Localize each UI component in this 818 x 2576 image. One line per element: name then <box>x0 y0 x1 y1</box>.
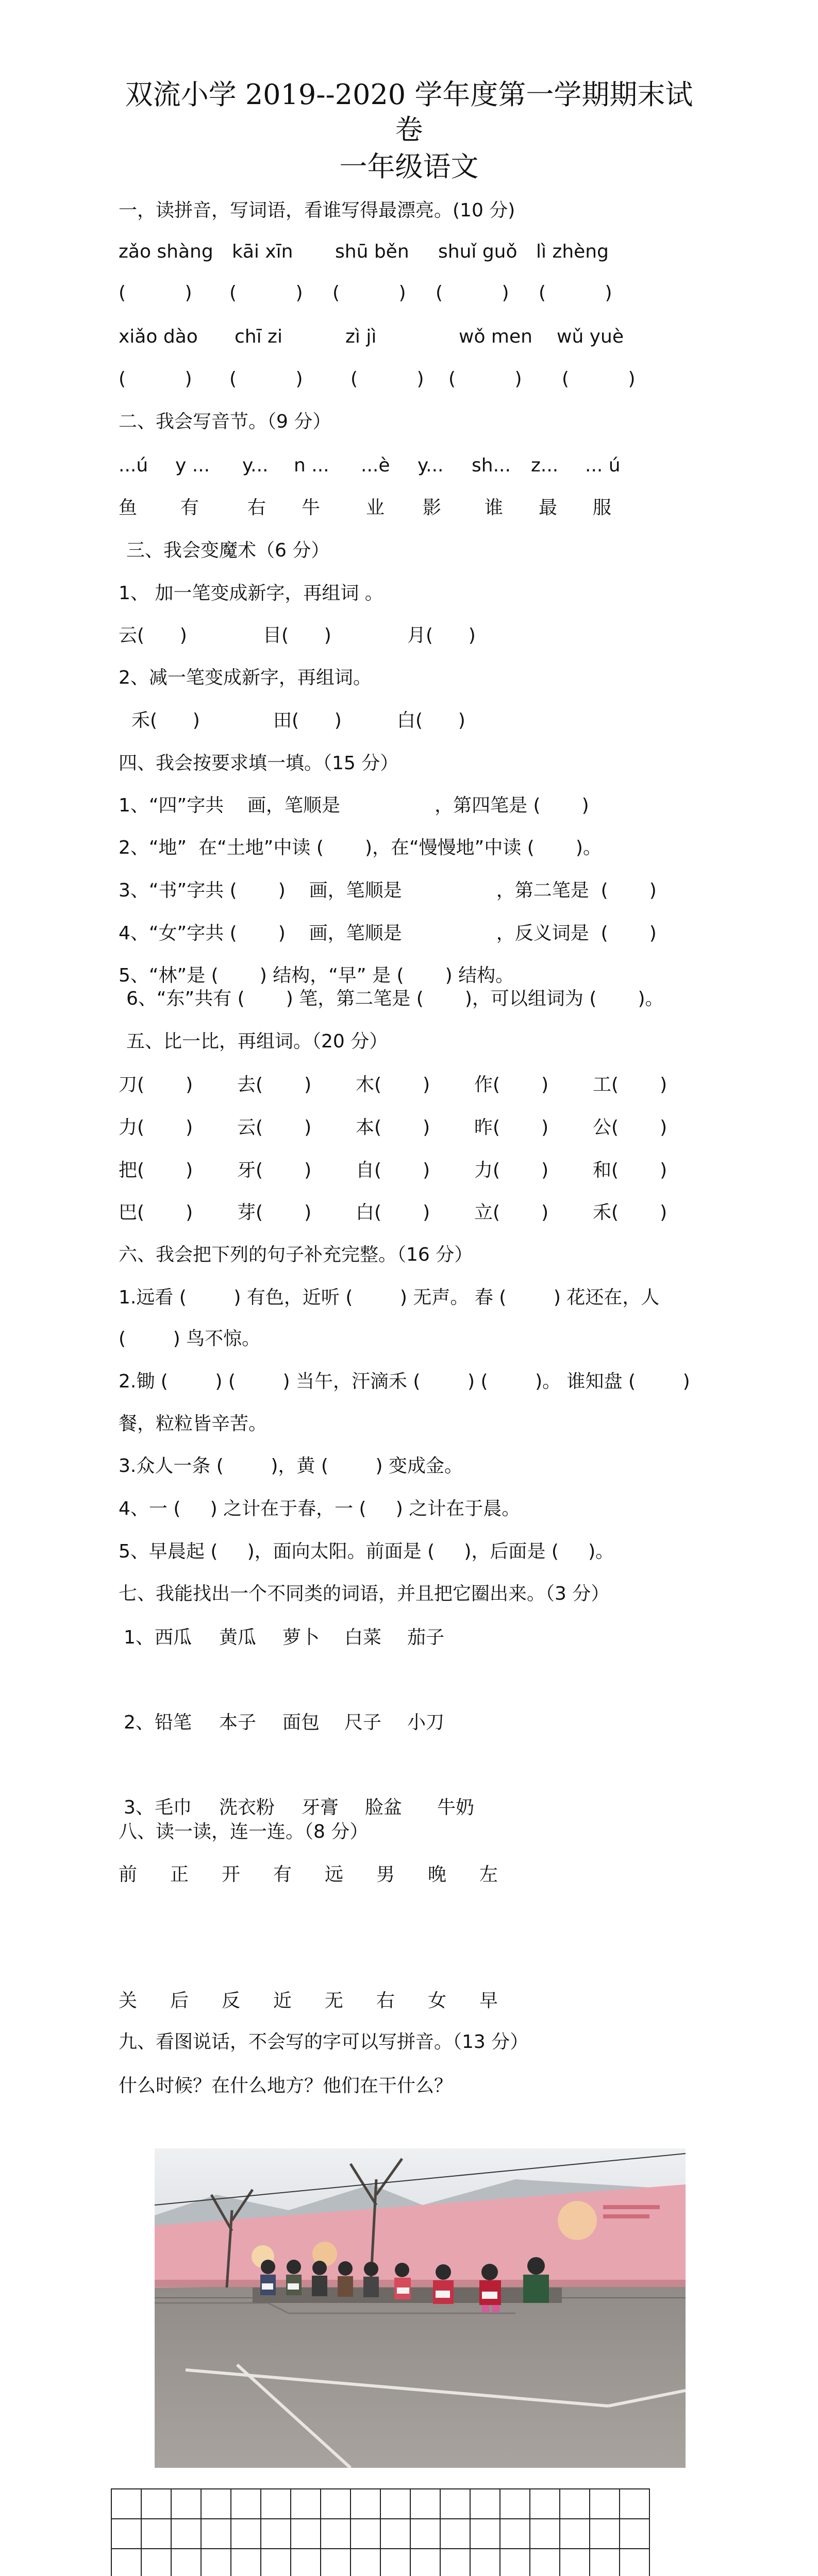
grid-cell[interactable] <box>231 2489 261 2519</box>
pinyin: wǔ yuè <box>557 326 624 347</box>
chinese-char: 业 <box>366 497 385 518</box>
grid-cell[interactable] <box>321 2519 351 2549</box>
compare-item: 自( ) <box>356 1160 430 1181</box>
grid-cell[interactable] <box>590 2489 620 2519</box>
compare-item: 作( ) <box>474 1074 549 1095</box>
grid-cell[interactable] <box>291 2549 321 2576</box>
grid-cell[interactable] <box>142 2519 172 2549</box>
pinyin: chī zi <box>235 326 282 347</box>
compare-item: 牙( ) <box>237 1160 312 1181</box>
word: 牙膏 <box>302 1797 339 1818</box>
word: 西瓜 <box>155 1627 192 1648</box>
grid-cell[interactable] <box>560 2549 590 2576</box>
group-number: 2、 <box>124 1712 154 1733</box>
magic-item: 目( ) <box>263 625 331 646</box>
odd-one-out-group-2 <box>119 1710 716 1735</box>
match-char: 近 <box>273 1990 292 2011</box>
odd-one-out-group-1 <box>119 1625 716 1650</box>
match-char: 后 <box>170 1990 189 2011</box>
match-bottom-row <box>119 1989 716 2013</box>
answer-blank: ( ) <box>332 282 406 303</box>
word: 牛奶 <box>437 1797 475 1818</box>
grid-cell[interactable] <box>172 2519 202 2549</box>
compare-item: 本( ) <box>356 1117 430 1138</box>
section5-heading: 五、比一比，再组词。（20 分） <box>126 1031 388 1052</box>
word: 面包 <box>282 1712 320 1733</box>
chinese-char: 服 <box>593 497 612 518</box>
match-char: 晚 <box>428 1864 447 1885</box>
match-char: 无 <box>325 1990 344 2011</box>
word: 铅笔 <box>155 1712 192 1733</box>
compare-item: 禾( ) <box>593 1202 667 1223</box>
section6-line: 4、一 ( ) 之计在于春，一 ( ) 之计在于晨。 <box>119 1498 521 1519</box>
compare-item: 云( ) <box>237 1117 312 1138</box>
grid-cell[interactable] <box>381 2489 411 2519</box>
grid-cell[interactable] <box>620 2489 650 2519</box>
grid-cell[interactable] <box>560 2489 590 2519</box>
section3-q2: 2、减一笔变成新字，再组词。 <box>119 667 372 688</box>
grid-row <box>112 2549 650 2576</box>
grid-cell[interactable] <box>590 2519 620 2549</box>
grid-cell[interactable] <box>471 2519 500 2549</box>
compare-item: 木( ) <box>356 1074 430 1095</box>
grid-cell[interactable] <box>441 2489 471 2519</box>
compare-item: 工( ) <box>593 1074 667 1095</box>
word: 本子 <box>219 1712 257 1733</box>
grid-cell[interactable] <box>471 2549 500 2576</box>
section6-heading: 六、我会把下列的句子补充完整。（16 分） <box>119 1244 473 1265</box>
grid-cell[interactable] <box>202 2519 231 2549</box>
compare-item: 公( ) <box>593 1117 667 1138</box>
compare-item: 巴( ) <box>119 1202 193 1223</box>
grid-cell[interactable] <box>500 2519 530 2549</box>
odd-one-out-group-3 <box>119 1795 716 1820</box>
chinese-char: 牛 <box>302 497 321 518</box>
match-char: 女 <box>428 1990 447 2011</box>
section6-line: 3.众人一条 ( )，黄 ( ) 变成金。 <box>119 1455 463 1477</box>
match-char: 开 <box>222 1864 241 1885</box>
grid-cell[interactable] <box>231 2519 261 2549</box>
compare-item: 去( ) <box>237 1074 312 1095</box>
chinese-char: 最 <box>539 497 558 518</box>
match-char: 前 <box>119 1864 138 1885</box>
syllable: ...è <box>361 455 390 476</box>
grid-cell[interactable] <box>411 2549 441 2576</box>
grid-cell[interactable] <box>291 2489 321 2519</box>
section6-line: 餐，粒粒皆辛苦。 <box>119 1413 268 1434</box>
children-reading-photo <box>155 2148 686 2468</box>
compare-item: 昨( ) <box>474 1117 549 1138</box>
compare-item: 立( ) <box>474 1202 549 1223</box>
grid-cell[interactable] <box>112 2489 142 2519</box>
grid-cell[interactable] <box>381 2519 411 2549</box>
syllable: ...ú <box>119 455 148 476</box>
compare-row <box>119 1200 716 1225</box>
syllable: sh... <box>472 455 511 476</box>
group-number: 1、 <box>124 1627 154 1648</box>
grid-cell[interactable] <box>202 2549 231 2576</box>
section7-heading: 七、我能找出一个不同类的词语，并且把它圈出来。（3 分） <box>119 1583 610 1604</box>
syllable: n ... <box>294 455 329 476</box>
word: 萝卜 <box>282 1627 320 1648</box>
section6-line: 1.远看 ( ) 有色，近听 ( ) 无声。 春 ( ) 花还在，人 <box>119 1287 660 1308</box>
section3-q1: 1、 加一笔变成新字，再组词 。 <box>119 583 383 604</box>
grid-cell[interactable] <box>590 2549 620 2576</box>
section6-line: 5、早晨起 ( )，面向太阳。前面是 ( )，后面是 ( )。 <box>119 1541 614 1562</box>
answer-blank: ( ) <box>229 282 303 303</box>
section6-line: 2.锄 ( ) ( ) 当午，汗滴禾 ( ) ( )。 谁知盘 ( ) <box>119 1371 690 1392</box>
grid-row <box>112 2519 650 2549</box>
word: 脸盆 <box>365 1797 403 1818</box>
pinyin-row-1 <box>119 240 716 264</box>
grid-cell[interactable] <box>530 2549 560 2576</box>
section1-heading: 一，读拼音，写词语，看谁写得最漂亮。(10 分) <box>119 200 515 221</box>
grid-cell[interactable] <box>500 2549 530 2576</box>
answer-blank: ( ) <box>436 282 509 303</box>
grid-cell[interactable] <box>500 2489 530 2519</box>
magic-item: 白( ) <box>397 710 465 731</box>
section4-heading: 四、我会按要求填一填。（15 分） <box>119 753 399 774</box>
grid-cell[interactable] <box>112 2519 142 2549</box>
word: 白菜 <box>344 1627 382 1648</box>
exam-title-line1: 双流小学 2019--2020 学年度第一学期期末试 <box>125 78 693 111</box>
grid-cell[interactable] <box>381 2549 411 2576</box>
compare-row <box>119 1073 716 1097</box>
section9-question: 什么时候？在什么地方？他们在干什么？ <box>119 2075 453 2096</box>
compare-item: 和( ) <box>593 1160 667 1181</box>
section9-heading: 九、看图说话，不会写的字可以写拼音。（13 分） <box>119 2031 529 2053</box>
chinese-char: 右 <box>247 497 266 518</box>
word: 尺子 <box>344 1712 382 1733</box>
chinese-char: 鱼 <box>119 497 138 518</box>
match-char: 有 <box>273 1864 292 1885</box>
grid-cell[interactable] <box>351 2489 381 2519</box>
grid-cell[interactable] <box>112 2549 142 2576</box>
syllable: z... <box>531 455 559 476</box>
compare-row <box>119 1115 716 1140</box>
section3-q2-items <box>119 708 716 733</box>
match-char: 早 <box>479 1990 498 2011</box>
chinese-char: 谁 <box>485 497 504 518</box>
answer-blank: ( ) <box>448 368 522 389</box>
pinyin: shū běn <box>335 241 409 262</box>
grid-cell[interactable] <box>202 2489 231 2519</box>
grid-cell[interactable] <box>620 2519 650 2549</box>
answer-row-1 <box>119 281 716 306</box>
word: 洗衣粉 <box>219 1797 275 1818</box>
answer-blank: ( ) <box>119 282 192 303</box>
section4-line: 4、“女”字共 ( ) 画，笔顺是 ，反义词是 ( ) <box>119 923 657 944</box>
match-char: 右 <box>376 1990 395 2011</box>
chinese-char: 有 <box>180 497 199 518</box>
photo-svg <box>155 2148 686 2468</box>
writing-grid[interactable] <box>111 2488 650 2576</box>
grid-cell[interactable] <box>261 2489 291 2519</box>
answer-blank: ( ) <box>229 368 303 389</box>
syllable-row <box>119 453 716 478</box>
compare-row <box>119 1158 716 1183</box>
match-top-row <box>119 1862 716 1887</box>
section8-heading: 八、读一读，连一连。（8 分） <box>119 1821 369 1842</box>
compare-item: 白( ) <box>356 1202 430 1223</box>
answer-blank: ( ) <box>350 368 424 389</box>
grid-cell[interactable] <box>231 2549 261 2576</box>
pinyin: zǎo shàng <box>119 241 213 262</box>
char-row <box>119 496 716 520</box>
syllable: y... <box>418 455 444 476</box>
grid-cell[interactable] <box>441 2549 471 2576</box>
syllable: y ... <box>175 455 210 476</box>
grid-cell[interactable] <box>620 2549 650 2576</box>
grid-cell[interactable] <box>261 2549 291 2576</box>
grid-cell[interactable] <box>471 2489 500 2519</box>
grid-cell[interactable] <box>321 2549 351 2576</box>
magic-item: 田( ) <box>273 710 342 731</box>
word: 黄瓜 <box>219 1627 257 1648</box>
compare-item: 芽( ) <box>237 1202 312 1223</box>
answer-row-2 <box>119 367 716 392</box>
group-number: 3、 <box>124 1797 154 1818</box>
section6-line: ( ) 鸟不惊。 <box>119 1328 261 1349</box>
grid-cell[interactable] <box>441 2519 471 2549</box>
section3-q1-items <box>119 623 716 648</box>
pinyin: kāi xīn <box>232 241 293 262</box>
section4-line: 1、“四”字共 画，笔顺是 ，第四笔是 ( ) <box>119 795 589 816</box>
match-char: 反 <box>222 1990 241 2011</box>
grid-cell[interactable] <box>172 2549 202 2576</box>
match-char: 正 <box>170 1864 189 1885</box>
pinyin: wǒ men <box>459 326 532 347</box>
answer-blank: ( ) <box>119 368 192 389</box>
compare-item: 刀( ) <box>119 1074 193 1095</box>
grid-cell[interactable] <box>411 2489 441 2519</box>
pinyin: lì zhèng <box>536 241 609 262</box>
pinyin-row-2 <box>119 325 716 349</box>
word: 茄子 <box>407 1627 445 1648</box>
grid-cell[interactable] <box>142 2489 172 2519</box>
compare-item: 把( ) <box>119 1160 193 1181</box>
syllable: ... ú <box>585 455 621 476</box>
exam-title-line2: 卷 <box>395 113 423 146</box>
answer-blank: ( ) <box>562 368 636 389</box>
match-char: 远 <box>325 1864 344 1885</box>
grid-cell[interactable] <box>560 2519 590 2549</box>
section4-line: 6、“东”共有 ( ) 笔，第二笔是 ( )，可以组词为 ( )。 <box>126 988 664 1009</box>
syllable: y... <box>242 455 269 476</box>
section4-line: 5、“林”是 ( ) 结构，“早” 是 ( ) 结构。 <box>119 965 514 986</box>
grid-cell[interactable] <box>321 2489 351 2519</box>
grid-cell[interactable] <box>411 2519 441 2549</box>
match-char: 男 <box>376 1864 395 1885</box>
compare-item: 力( ) <box>474 1160 549 1181</box>
grid-row <box>112 2489 650 2519</box>
grid-cell[interactable] <box>351 2549 381 2576</box>
grid-cell[interactable] <box>530 2519 560 2549</box>
grid-cell[interactable] <box>351 2519 381 2549</box>
grid-cell[interactable] <box>261 2519 291 2549</box>
magic-item: 云( ) <box>119 625 187 646</box>
grid-cell[interactable] <box>530 2489 560 2519</box>
chinese-char: 影 <box>423 497 442 518</box>
section3-heading: 三、我会变魔术（6 分） <box>126 540 330 561</box>
match-char: 关 <box>119 1990 138 2011</box>
section2-heading: 二、我会写音节。（9 分） <box>119 411 331 432</box>
section4-line: 3、“书”字共 ( ) 画，笔顺是 ，第二笔是 ( ) <box>119 880 657 901</box>
word: 毛巾 <box>155 1797 192 1818</box>
word: 小刀 <box>407 1712 445 1733</box>
match-char: 左 <box>479 1864 498 1885</box>
magic-item: 禾( ) <box>131 710 200 731</box>
exam-subtitle: 一年级语文 <box>339 150 479 183</box>
compare-item: 力( ) <box>119 1117 193 1138</box>
grid-cell[interactable] <box>142 2549 172 2576</box>
pinyin: shuǐ guǒ <box>438 241 517 262</box>
pinyin: zì jì <box>345 326 377 347</box>
answer-blank: ( ) <box>539 282 612 303</box>
magic-item: 月( ) <box>407 625 476 646</box>
grid-cell[interactable] <box>172 2489 202 2519</box>
section4-line: 2、“地” 在“土地”中读 ( )，在“慢慢地”中读 ( )。 <box>119 837 602 858</box>
pinyin: xiǎo dào <box>119 326 198 347</box>
grid-cell[interactable] <box>291 2519 321 2549</box>
